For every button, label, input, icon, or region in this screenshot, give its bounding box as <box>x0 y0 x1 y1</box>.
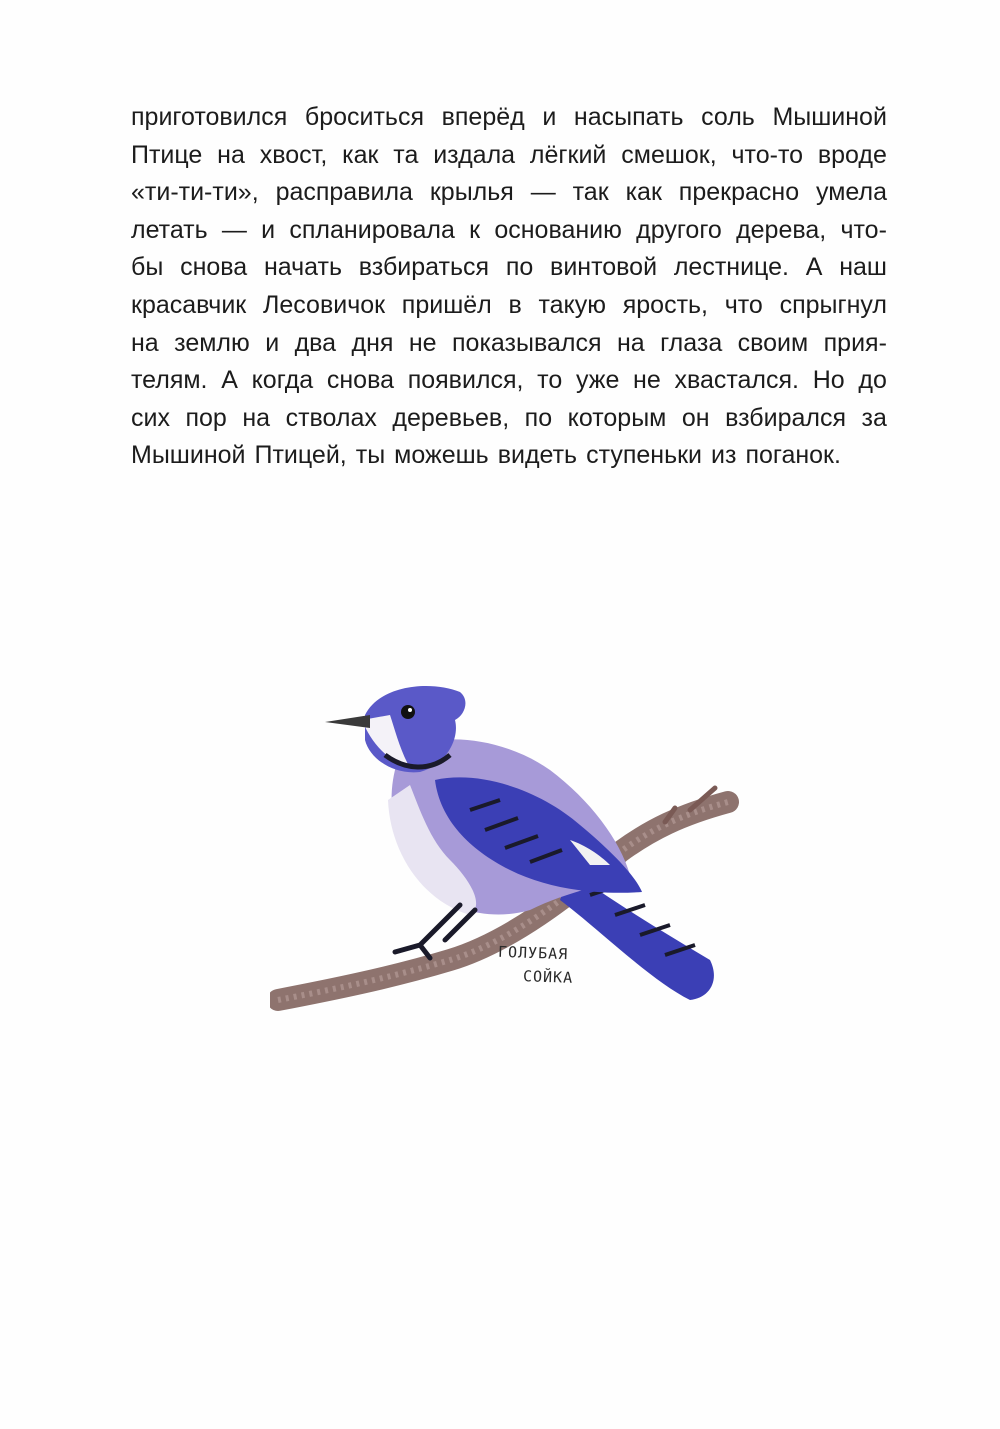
word: по <box>505 253 534 282</box>
word: глаза <box>660 328 723 357</box>
word: он <box>681 403 710 432</box>
text-line <box>131 325 887 363</box>
word: что- <box>840 215 887 244</box>
word: Но <box>812 366 845 395</box>
text-line <box>131 137 887 175</box>
beak <box>325 715 370 728</box>
word: деревьев, <box>392 403 510 432</box>
word: сих <box>131 403 170 432</box>
word: основанию <box>494 215 622 244</box>
word: прекрасно <box>678 178 800 207</box>
word: не <box>633 366 661 395</box>
illustration-caption: СОЙКА <box>522 967 574 987</box>
word: поганок. <box>745 441 841 470</box>
word: бы <box>131 253 164 282</box>
word: вроде <box>817 140 887 169</box>
word: приготовился <box>131 103 288 131</box>
word: появился, <box>407 366 524 395</box>
eye <box>401 705 415 719</box>
word: своим <box>737 328 809 357</box>
word: землю <box>174 328 250 357</box>
text-line <box>131 287 887 325</box>
word: и <box>261 215 276 244</box>
word: «ти-ти-ти», <box>131 178 259 207</box>
word: крылья <box>429 178 514 207</box>
word: спрыгнул <box>779 290 887 319</box>
word: лестнице. <box>673 253 789 282</box>
word: прия- <box>823 328 887 357</box>
blue-jay-illustration <box>270 660 740 1040</box>
word: такую <box>538 290 607 319</box>
word: и <box>542 103 557 131</box>
word: что-то <box>731 140 804 169</box>
word: на <box>131 328 159 357</box>
word: спланировала <box>289 215 455 244</box>
text-line <box>131 400 887 438</box>
word: Мышиной <box>772 103 887 131</box>
text-line <box>131 249 887 287</box>
word: видеть <box>497 441 578 470</box>
word: пор <box>185 403 227 432</box>
word: насыпать <box>573 103 684 131</box>
word: Птице <box>131 140 203 169</box>
word: показывался <box>452 328 602 357</box>
word: телям. <box>131 366 208 395</box>
word: то <box>537 366 563 395</box>
word: А <box>221 366 238 395</box>
word: когда <box>251 366 314 395</box>
word: пришёл <box>401 290 492 319</box>
word: начать <box>263 253 342 282</box>
word: красавчик <box>131 290 247 319</box>
word: ты <box>355 441 386 470</box>
word: другого <box>636 215 722 244</box>
word: по <box>524 403 553 432</box>
word: из <box>711 441 737 470</box>
word: та <box>393 140 419 169</box>
word: наш <box>839 253 887 282</box>
word: ступеньки <box>586 441 702 470</box>
word: к <box>469 215 481 244</box>
word: уже <box>575 366 620 395</box>
word: — <box>530 178 556 207</box>
word: на <box>616 328 645 357</box>
word: не <box>408 328 437 357</box>
word: снова <box>180 253 248 282</box>
word: винтовой <box>550 253 658 282</box>
word: соль <box>701 103 755 131</box>
word: Мышиной <box>131 441 246 470</box>
word: за <box>861 403 887 432</box>
word: которым <box>567 403 667 432</box>
word: можешь <box>394 441 489 470</box>
word: на <box>242 403 271 432</box>
word: хвастался. <box>674 366 800 395</box>
word: смешок, <box>621 140 717 169</box>
word: лёгкий <box>529 140 607 169</box>
word: хвост, <box>259 140 328 169</box>
word: снова <box>326 366 394 395</box>
illustration-caption: ГОЛУБАЯ <box>497 942 569 964</box>
word: А <box>805 253 823 282</box>
word: дерева, <box>736 215 827 244</box>
text-line <box>131 212 887 250</box>
word: взбираться <box>358 253 490 282</box>
word: издала <box>433 140 516 169</box>
word: расправила <box>275 178 413 207</box>
word: что <box>724 290 763 319</box>
text-line <box>131 437 887 475</box>
word: ярость, <box>622 290 709 319</box>
word: как <box>342 140 379 169</box>
word: летать <box>131 215 208 244</box>
text-line <box>131 174 887 212</box>
word: броситься <box>304 103 424 131</box>
word: так <box>572 178 609 207</box>
word: вперёд <box>441 103 525 131</box>
word: умела <box>816 178 887 207</box>
word: как <box>625 178 662 207</box>
word: взбирался <box>725 403 847 432</box>
word: на <box>217 140 245 169</box>
word: два <box>294 328 337 357</box>
word: дня <box>351 328 394 357</box>
word: в <box>508 290 522 319</box>
text-line <box>131 362 887 400</box>
word: — <box>221 215 247 244</box>
text-line <box>131 99 887 137</box>
word: Птицей, <box>254 441 347 470</box>
word: до <box>858 366 887 395</box>
word: и <box>265 328 280 357</box>
word: стволах <box>285 403 377 432</box>
word: Лесовичок <box>262 290 386 319</box>
story-text <box>131 99 887 475</box>
